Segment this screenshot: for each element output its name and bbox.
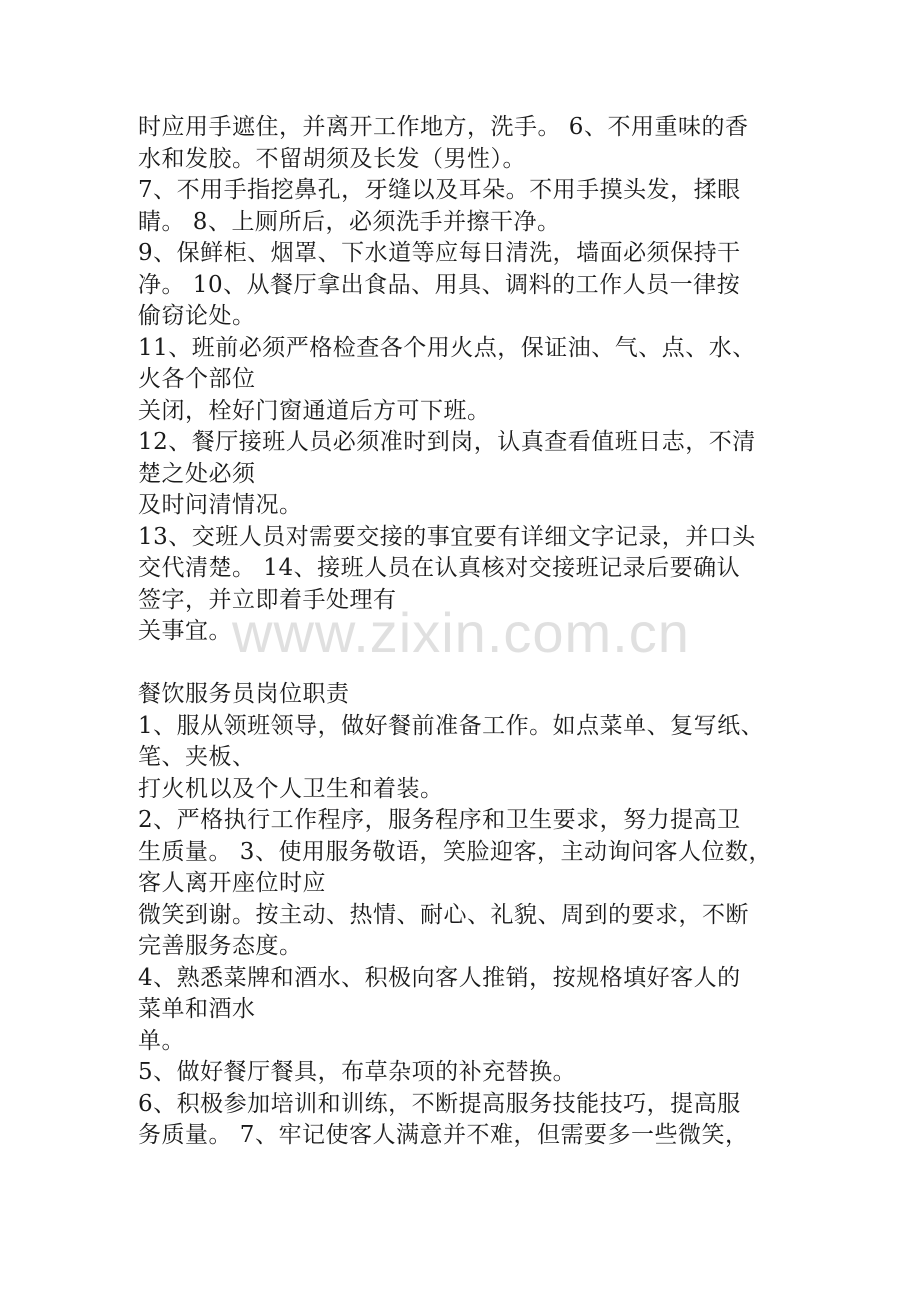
text-line: 及时问清情况。: [138, 492, 303, 518]
text-line: 2、严格执行工作程序，服务程序和卫生要求，努力提高卫: [138, 807, 741, 833]
text-line: 时应用手遮住，并离开工作地方，洗手。 6、不用重味的香: [138, 114, 749, 140]
text-line: 完善服务态度。: [138, 933, 303, 959]
text-line: 交代清楚。 14、接班人员在认真核对交接班记录后要确认: [138, 555, 741, 581]
text-line: 签字，并立即着手处理有: [138, 586, 397, 613]
paragraph-spacer: [138, 648, 788, 680]
text-line: 菜单和酒水: [138, 996, 256, 1022]
text-line: 偷窃论处。: [138, 303, 256, 329]
section-waiter-duties: [138, 679, 788, 1152]
text-line: 单。: [138, 1027, 185, 1054]
text-line: 生质量。 3、使用服务敬语，笑脸迎客，主动询问客人位数，: [138, 838, 772, 865]
text-line: 5、做好餐厅餐具，布草杂项的补充替换。: [138, 1059, 577, 1085]
text-line: 关事宜。: [138, 618, 232, 644]
text-line: 4、熟悉菜牌和酒水、积极向客人推销，按规格填好客人的: [138, 964, 741, 991]
watermark-text: www.zixin.com.cn: [232, 601, 690, 664]
section-heading: 餐饮服务员岗位职责: [138, 681, 350, 707]
text-line: 打火机以及个人卫生和着装。: [138, 775, 444, 802]
text-line: 12、餐厅接班人员必须准时到岗，认真查看值班日志，不清: [138, 429, 756, 455]
section-hygiene-rules: [138, 112, 788, 648]
text-line: 6、积极参加培训和训练，不断提高服务技能技巧，提高服: [138, 1090, 741, 1117]
text-line: 客人离开座位时应: [138, 870, 326, 896]
text-line: 7、不用手指挖鼻孔，牙缝以及耳朵。不用手摸头发，揉眼: [138, 177, 741, 203]
text-line: 笔、夹板、: [138, 744, 256, 770]
text-line: 11、班前必须严格检查各个用火点，保证油、气、点、水、: [138, 334, 756, 361]
text-line: 火各个部位: [138, 366, 256, 392]
text-line: 1、服从领班领导，做好餐前准备工作。如点菜单、复写纸、: [138, 712, 765, 739]
text-line: 睛。 8、上厕所后，必须洗手并擦干净。: [138, 208, 561, 235]
text-line: 关闭，栓好门窗通道后方可下班。: [138, 397, 491, 424]
text-line: 楚之处必须: [138, 460, 256, 487]
text-line: 净。 10、从餐厅拿出食品、用具、调料的工作人员一律按: [138, 271, 741, 298]
text-line: 微笑到谢。按主动、热情、耐心、礼貌、周到的要求，不断: [138, 901, 749, 928]
text-line: 水和发胶。不留胡须及长发（男性）。: [138, 145, 526, 172]
text-line: 13、交班人员对需要交接的事宜要有详细文字记录，并口头: [138, 523, 756, 550]
text-line: 9、保鲜柜、烟罩、下水道等应每日清洗，墙面必须保持干: [138, 240, 741, 266]
document-body: [138, 112, 788, 1152]
text-line: 务质量。 7、牢记使客人满意并不难，但需要多一些微笑，: [138, 1122, 749, 1148]
